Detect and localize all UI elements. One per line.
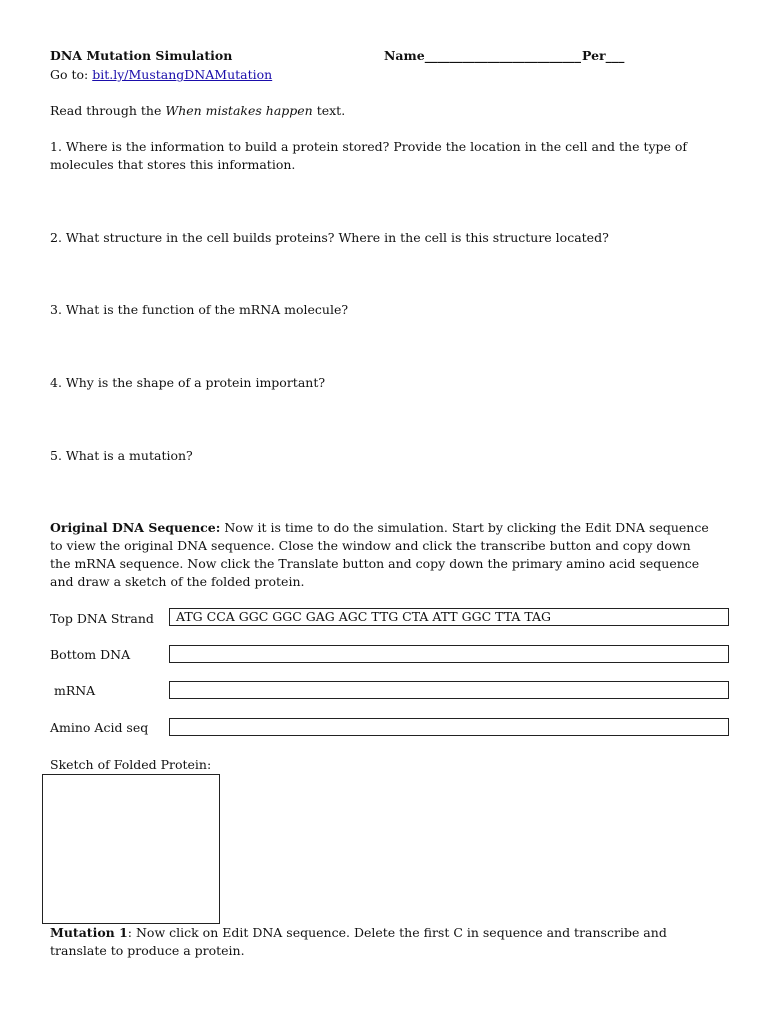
top-dna-label: Top DNA Strand: [50, 611, 154, 626]
mrna-field[interactable]: [169, 681, 729, 699]
original-dna-body: Now it is time to do the simulation. Start by clicking the Edit DNA sequence to view the original DNA sequence. Close the window and click the transcribe button and copy down the mRNA sequence. Now click the Translate button and copy down the primary amino acid sequence and draw a sketch of the folded protein.: [50, 520, 709, 589]
sketch-label: Sketch of Folded Protein:: [50, 757, 212, 772]
question-3: 3. What is the function of the mRNA molecule?: [50, 302, 349, 317]
intro-before: Read through the: [50, 103, 166, 118]
bottom-dna-label: Bottom DNA: [50, 647, 131, 662]
name-blank: Name_________________________: [384, 48, 581, 63]
question-5: 5. What is a mutation?: [50, 448, 193, 463]
amino-acid-label: Amino Acid seq: [50, 720, 149, 735]
goto-label: Go to:: [50, 67, 93, 82]
original-dna-instructions: [50, 519, 710, 591]
intro-after: text.: [312, 103, 346, 118]
bottom-dna-field[interactable]: [169, 645, 729, 663]
mutation-1-body: : Now click on Edit DNA sequence. Delete the first C in sequence and transcribe and translate to produce a protein.: [50, 925, 667, 958]
question-4: 4. Why is the shape of a protein important?: [50, 375, 326, 390]
question-1: 1. Where is the information to build a protein stored? Provide the location in the cell and the type of molecules that stores this information.: [50, 139, 688, 172]
protein-sketch-box[interactable]: [42, 774, 220, 924]
worksheet-title: DNA Mutation Simulation: [50, 48, 233, 63]
mutation-1-heading: Mutation 1: [50, 925, 128, 940]
simulation-link[interactable]: bit.ly/MustangDNAMutation: [92, 67, 273, 82]
original-dna-heading: Original DNA Sequence:: [50, 520, 221, 535]
mutation-1-instructions: [50, 924, 690, 960]
amino-acid-field[interactable]: [169, 718, 729, 736]
question-2: 2. What structure in the cell builds proteins? Where in the cell is this structure located?: [50, 230, 609, 245]
intro-italic-title: When mistakes happen: [165, 103, 313, 118]
top-dna-field[interactable]: ATG CCA GGC GGC GAG AGC TTG CTA ATT GGC TTA TAG: [169, 608, 729, 626]
goto-line: [50, 66, 272, 84]
period-blank: Per___: [582, 48, 625, 63]
intro-text: [50, 102, 345, 120]
mrna-label: mRNA: [50, 683, 96, 698]
